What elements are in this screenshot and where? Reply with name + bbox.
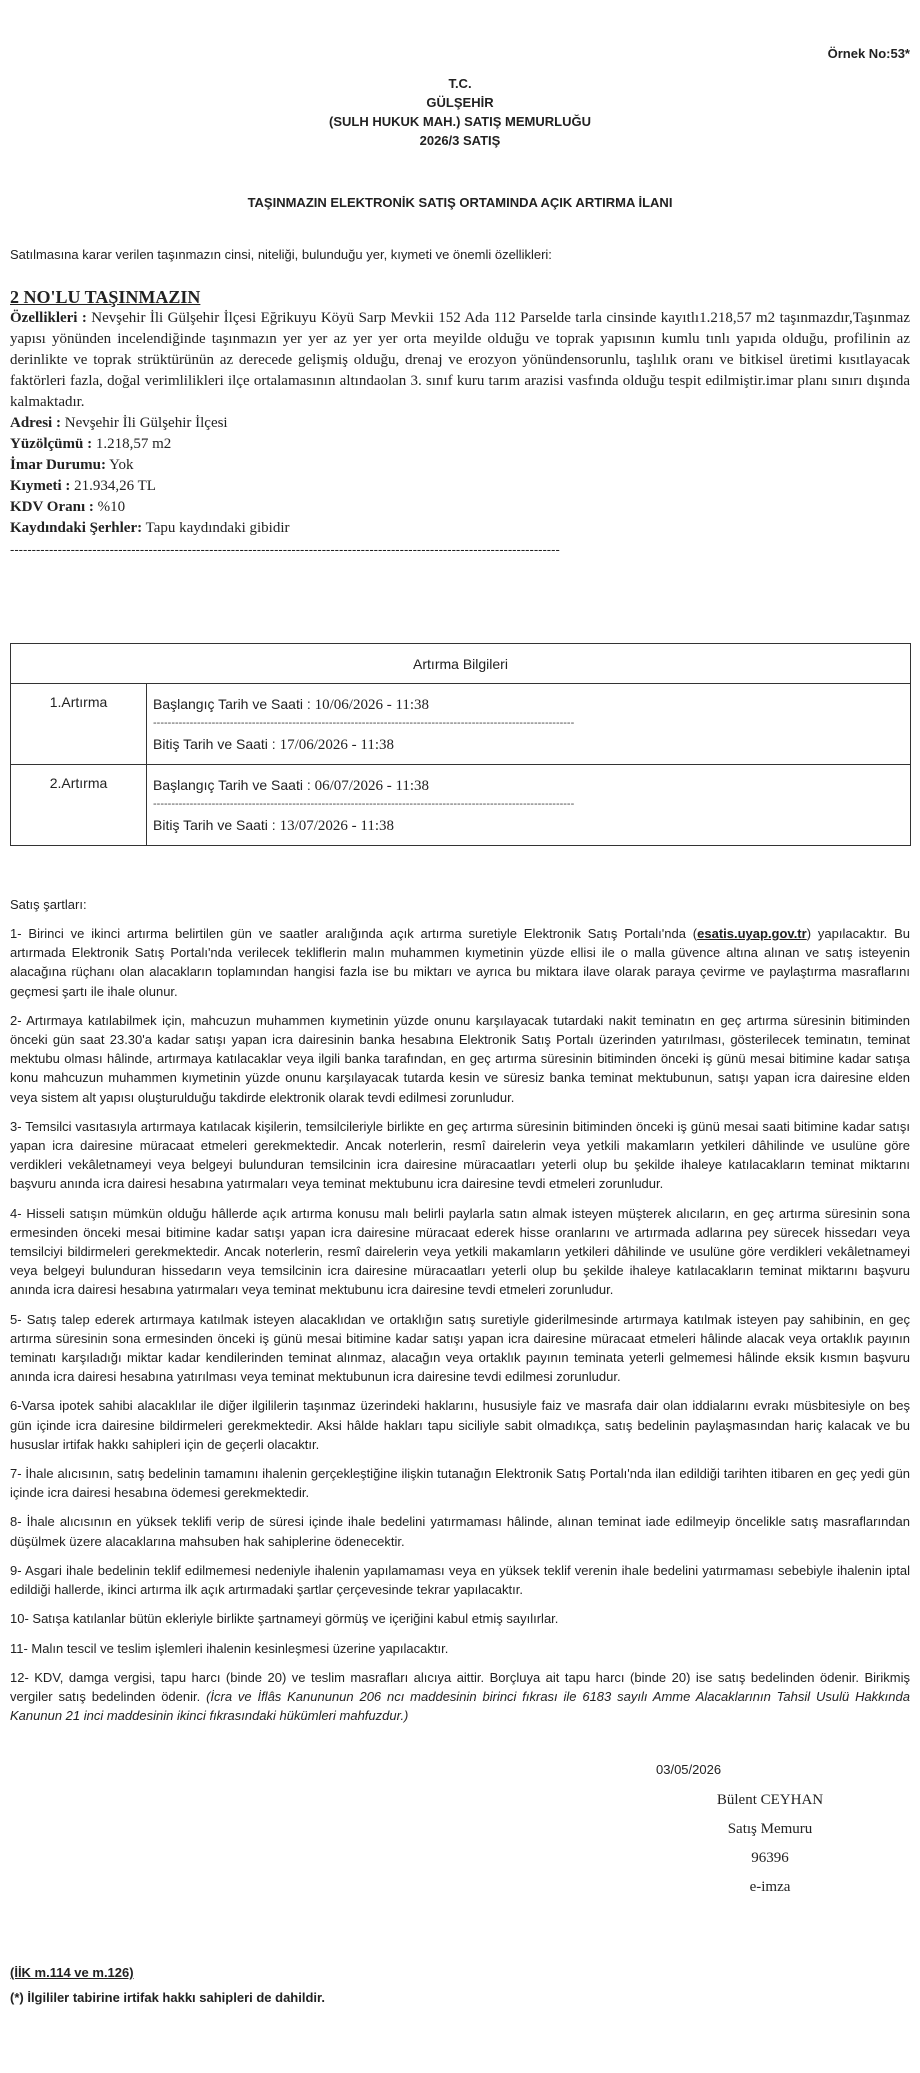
signature-date: 03/05/2026 <box>656 1762 722 1777</box>
property-annotations <box>10 518 910 539</box>
round-2-separator: ------------------------------------------------------------------------------------------------------------------- <box>153 799 575 810</box>
terms-list <box>10 924 910 1735</box>
law-reference: (İİK m.114 ve m.126) <box>10 1965 134 1980</box>
round-2-end <box>153 813 904 839</box>
end-label: Bitiş Tarih ve Saati : <box>153 817 280 833</box>
term-1-text-a: 1- Birinci ve ikinci artırma belirtilen gün ve saatler aralığında açık artırma suretiyle Elektronik Satış Portalı'nda ( <box>10 926 698 941</box>
annotations-label: Kaydındaki Şerhler: <box>10 520 143 536</box>
round-1-start-value: 10/06/2026 - 11:38 <box>314 697 430 713</box>
round-2-start-value: 06/07/2026 - 11:38 <box>314 778 430 794</box>
term-12-reservation: (İcra ve İflâs Kanununun 206 ncı maddesinin birinci fıkrası ile 6183 sayılı Amme Alacaklarının Tahsil Usulü Hakkında Kanunun 21 inci maddesinin ikinci fıkrasındaki hükümleri mahfuzdur.) <box>10 1688 910 1724</box>
term-4: 4- Hisseli satışın mümkün olduğu hâllerde açık artırma konusu malı belirli paylarla satın almak isteyen müşterek alıcıların, en geç artırma süresinin sona ermesinden önceki mesai bitimine kadar satışı yapan icra dairesine müracaat ederek hisse oranlarını ve artırmada adlarına pey sürecek hissedarı veya temsilciyi bildirmeleri gerekmektedir. Ancak noterlerin, resmî dairelerin veya yetkili makamların yetkileri dâhilinde ve usulüne göre verdikleri vekâletnameyi veya belgeyi bulunduran hissedarın veya temsilcinin icra dairesine müracaatları yeterli olup bu şekilde ihaleye katılacakların teminat miktarını başvuru anında icra dairesi hesabına yatırmaları veya teminat mektubunu icra dairesine tevdi etmeleri zorunludur. <box>10 1205 910 1298</box>
term-8: 8- İhale alıcısının en yüksek teklifi verip de süresi içinde ihale bedelini yatırmaması hâlinde, alınan teminat iade edilmeyip öncelikle satış masraflarından düşülmek üzere alacaklarına mahsuben hak sahiplerine ödenecektir. <box>10 1514 910 1549</box>
property-zoning <box>10 455 910 476</box>
vat-label: KDV Oranı : <box>10 499 94 515</box>
term-12-text: 12- KDV, damga vergisi, tapu harcı (binde 20) ve teslim masrafları alıcıya aittir. Borçluya ait tapu harcı (binde 20) ise satış bedelinden ödenir. Birikmiş vergiler satış bedelinden ödenir. <box>10 1669 910 1704</box>
round-1-separator: ------------------------------------------------------------------------------------------------------------------- <box>153 718 575 729</box>
signature-date-block <box>650 1762 850 1777</box>
property-value <box>10 476 910 497</box>
zoning-label: İmar Durumu: <box>10 457 106 473</box>
esatis-link[interactable]: esatis.uyap.gov.tr <box>697 926 807 941</box>
value-label: Kıymeti : <box>10 478 71 494</box>
round-2-start <box>153 773 904 799</box>
end-label: Bitiş Tarih ve Saati : <box>153 736 280 752</box>
header-line-tc: T.C. <box>448 76 472 91</box>
property-address <box>10 413 910 434</box>
round-2-dates <box>147 765 911 846</box>
round-1-end <box>153 732 904 758</box>
round-1-start <box>153 692 904 718</box>
area-value: 1.218,57 m2 <box>92 436 172 452</box>
auction-row-1 <box>11 684 911 765</box>
office-header <box>10 74 910 150</box>
property-vat <box>10 497 910 518</box>
property-divider: ------------------------------------------------------------------------------------------------------------------------------- <box>10 542 560 557</box>
signer-block <box>650 1786 890 1902</box>
term-12 <box>10 1668 910 1726</box>
term-11: 11- Malın tescil ve teslim işlemleri ihalenin kesinleşmesi üzerine yapılacaktır. <box>10 1640 449 1656</box>
header-line-office: (SULH HUKUK MAH.) SATIŞ MEMURLUĞU <box>329 114 591 129</box>
header-line-district: GÜLŞEHİR <box>426 95 494 110</box>
start-label: Başlangıç Tarih ve Saati : <box>153 696 315 712</box>
area-label: Yüzölçümü : <box>10 436 93 452</box>
term-1 <box>10 924 910 1001</box>
term-2: 2- Artırmaya katılabilmek için, mahcuzun muhammen kıymetinin yüzde onunu karşılayacak tutardaki nakit teminatın en geç artırma süresinin bitiminden önceki gün saat 23.30'a kadar satışı yapan icra dairesinin banka hesabına Elektronik Satış Portalı üzerinden yatırılması, gösterilecek teminatın, teminat mektubu olması hâlinde, artırmaya katılacaklar veya ilgili banka tarafından, en geç artırma süresinin bitiminden önceki iş günü mesai bitimine kadar satışa konu mahcuzun muhammen kıymetinin yüzde onunu karşılayacak tutarda kesin ve süresiz banka teminat mektubunun, satışı yapan icra dairesine elden veya sistem alt yapısı oluşturulduğu takdirde elektronik olarak tevdi edilmesi zorunludur. <box>10 1012 910 1105</box>
signer-title: Satış Memuru <box>727 1821 813 1837</box>
e-signature: e-imza <box>749 1879 791 1895</box>
signer-name: Bülent CEYHAN <box>716 1792 824 1808</box>
round-2-label: 2.Artırma <box>11 765 147 846</box>
round-1-label: 1.Artırma <box>11 684 147 765</box>
annotations-value: Tapu kaydındaki gibidir <box>142 520 290 536</box>
notice-title: TAŞINMAZIN ELEKTRONİK SATIŞ ORTAMINDA AÇIK ARTIRMA İLANI <box>247 195 673 210</box>
term-10: 10- Satışa katılanlar bütün ekleriyle birlikte şartnameyi görmüş ve içeriğini kabul etmiş sayılırlar. <box>10 1611 559 1627</box>
header-line-file: 2026/3 SATIŞ <box>419 133 501 148</box>
round-1-end-value: 17/06/2026 - 11:38 <box>279 737 395 753</box>
value-amount: 21.934,26 TL <box>70 478 156 494</box>
auction-table-title: Artırma Bilgileri <box>11 644 911 684</box>
address-value: Nevşehir İli Gülşehir İlçesi <box>60 415 228 431</box>
term-5: 5- Satış talep ederek artırmaya katılmak isteyen alacaklıdan ve ortaklığın satış suretiyle giderilmesinde artırmaya katılmak isteyen pay sahibinin, en geç artırma süresinin sona ermesinden önceki iş günü mesai bitimine kadar satışı yapan icra dairesine müracaat etmeleri hâlinde alacak veya ortaklık payının teminatı karşıladığı miktar kadar kendilerinden teminat alınmaz, alacağın veya ortaklık payının teminata yeterli gelmemesi hâlinde eksik kısmın başvuru anında icra dairesi hesabına yatırılması veya teminat mektubunun icra dairesine tevdi edilmesi zorunludur. <box>10 1311 910 1385</box>
terms-title: Satış şartları: <box>10 897 87 912</box>
property-section <box>10 286 910 560</box>
address-label: Adresi : <box>10 415 61 431</box>
term-3: 3- Temsilci vasıtasıyla artırmaya katılacak kişilerin, temsilcileriyle birlikte en geç artırma süresinin bitiminden önceki iş günü mesai saati bitimine kadar satışı yapan icra dairesine müracaat etmeleri gerekmektedir. Ancak noterlerin, resmî dairelerin veya yetkili makamların yetkileri dâhilinde ve usulüne göre verdikleri vekâletnameyi veya belgeyi bulunduran temsilcinin icra dairesine müracaatları yeterli olup bu şekilde ihaleye katılacakların teminat miktarını başvuru anında icra dairesi hesabına yatırmaları veya teminat mektubunu icra dairesine tevdi etmeleri zorunludur. <box>10 1118 910 1192</box>
round-2-end-value: 13/07/2026 - 11:38 <box>279 818 395 834</box>
property-area <box>10 434 910 455</box>
zoning-value: Yok <box>105 457 134 473</box>
signer-number: 96396 <box>751 1850 789 1866</box>
auction-info-table <box>10 643 911 846</box>
vat-value: %10 <box>93 499 126 515</box>
term-1-text-b: ) yapılacaktır. Bu artırmada Elektronik Satış Portalı'nda verilecek tekliflerin malın muhammen kıymetinin yüzde ellisi ile o malla güvence altına alınan ve satış isteyenin alacağına rüçhanı olan alacakların toplamından hangisi fazla ise bu miktarı ve ayrıca bu miktara ilave olarak paraya çevirme ve paylaştırma masraflarını geçmesi şartı ile ihale olunur. <box>10 926 910 999</box>
sample-number: Örnek No:53* <box>827 46 910 61</box>
features-label: Özellikleri : <box>10 310 87 326</box>
features-text: Nevşehir İli Gülşehir İlçesi Eğrikuyu Köyü Sarp Mevkii 152 Ada 112 Parselde tarla cinsinde kayıtlı1.218,57 m2 taşınmazdır,Taşınmaz yapısı yönünden incelendiğinde taşınmazın yer yer az yer yer orta meyilde olduğu ve toprak yapısının kumlu tınlı yapıda olduğu, profilinin az derinlikte ve toprak strüktürünün az derecede gelişmiş olduğu, drenaj ve erozyon yönündensorunlu, taşlılık oranı ve bitkisel üretimi kısıtlayacak faktörleri fazla, doğal verimlilikleri ilçe ortalamasının altındaolan 3. sınıf kuru tarım arazisi vasfında olduğu tespit edilmiştir.imar planı sınırı dışında kalmaktadır. <box>10 310 910 410</box>
footnote: (*) İlgililer tabirine irtifak hakkı sahipleri de dahildir. <box>10 1990 325 2005</box>
auction-row-2 <box>11 765 911 846</box>
term-9: 9- Asgari ihale bedelinin teklif edilmemesi nedeniyle ihalenin yapılamaması veya en yüksek teklif verenin ihale bedelini yatırmaması sebebiyle ihalenin iptal edildiği hallerde, ikinci artırma ilk açık artırmadaki şartlar çerçevesinde tekrar yapılacaktır. <box>10 1562 910 1598</box>
intro-text: Satılmasına karar verilen taşınmazın cinsi, niteliği, bulunduğu yer, kıymeti ve önemli özellikleri: <box>10 247 552 262</box>
term-7: 7- İhale alıcısının, satış bedelinin tamamını ihalenin gerçekleştiğine ilişkin tutanağın Elektronik Satış Portalı'nda ilan edildiği tarihten itibaren en geç yedi gün içinde icra dairesi hesabına ödemesi gerekmektedir. <box>10 1466 910 1501</box>
start-label: Başlangıç Tarih ve Saati : <box>153 777 315 793</box>
round-1-dates <box>147 684 911 765</box>
property-title: 2 NO'LU TAŞINMAZIN <box>10 287 201 307</box>
property-features <box>10 308 910 413</box>
term-6: 6-Varsa ipotek sahibi alacaklılar ile diğer ilgililerin taşınmaz üzerindeki haklarını, hususiyle faiz ve masrafa dair olan iddialarını evrakı müsbitesiyle on beş gün içinde icra dairesine bildirmeleri gerekmektedir. Aksi hâlde hakları tapu siciliyle sabit olmadıkça, satış bedelinin paylaşmasından hariç kalacak ve bu hususlar irtifak hakkı sahipleri için de geçerli olacaktır. <box>10 1398 910 1452</box>
